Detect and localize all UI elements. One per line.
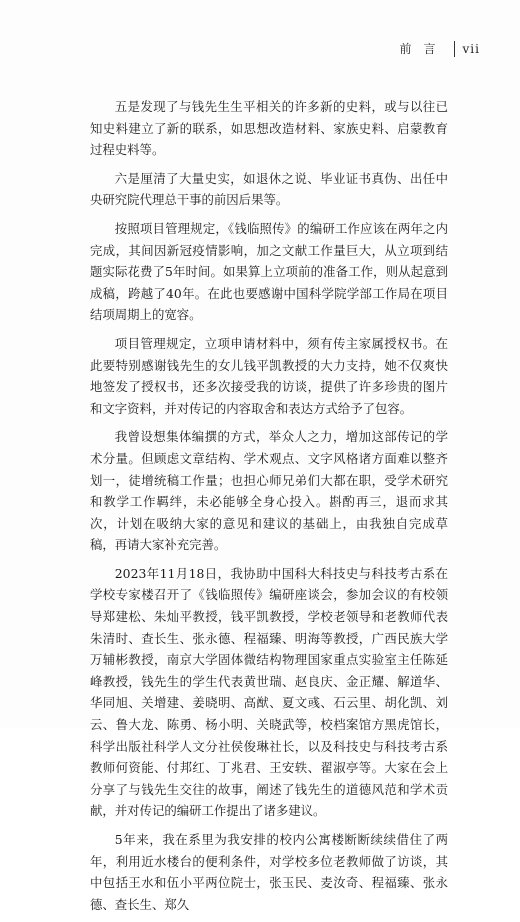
paragraph: 5年来，我在系里为我安排的校内公寓楼断断续续借住了两年，利用近水楼台的便利条件，对学校多位老教师做了访谈，其中包括王水和伍小平两位院士，张玉民、麦汝奇、程福臻、张永德、查长生、郑久: [90, 832, 448, 912]
paragraph: 六是厘清了大量史实，如退休之说、毕业证书真伪、出任中央研究院代理总干事的前因后果等。: [90, 170, 448, 208]
paragraph: 我曾设想集体编撰的方式，举众人之力，增加这部传记的学术分量。但顾虑文章结构、学术观点、文字风格诸方面难以整齐划一，徒增统稿工作量；也担心师兄弟们大都在职，受学术研究和教学工作羁绊，未必能够全身心投入。斟酌再三，退而求其次，计划在吸纳大家的意见和建议的基础上，由我独自完成草稿，再请大家补充完善。: [90, 429, 448, 553]
running-head: [400, 40, 480, 57]
paragraph: 2023年11月18日，我协助中国科大科技史与科技考古系在学校专家楼召开了《钱临照传》编研座谈会，参加会议的有校领导郑建松、朱灿平教授，钱平凯教授，学校老领导和老教师代表朱清时、查长生、张永德、程福臻、明海等教授，广西民族大学万辅彬教授，南京大学固体微结构物理国家重点实验室主任陈延峰教授，钱先生的学生代表黄世瑞、赵良庆、金正耀、解道华、华同旭、关增建、姜晓明、高猷、夏文彧、石云里、胡化凯、刘云、鲁大龙、陈勇、杨小明、关晓武等，校档案馆方黑虎馆长，科学出版社科学人文分社侯俊琳社长，以及科技史与科技考古系教师何资能、付邦红、丁兆君、王安轶、翟淑亭等。大家在会上分享了与钱先生交往的故事，阐述了钱先生的道德风范和学术贡献，并对传记的编研工作提出了诸多建议。: [90, 565, 448, 819]
page-number: vii: [462, 41, 480, 56]
paragraph: 按照项目管理规定，《钱临照传》的编研工作应该在两年之内完成，其间因新冠疫情影响，加之文献工作量巨大，从立项到结题实际花费了5年时间。如果算上立项前的准备工作，则从起意到成稿，跨越了40年。在此也要感谢中国科学院学部工作局在项目结项周期上的宽容。: [90, 220, 448, 323]
paragraph: 项目管理规定，立项申请材料中，须有传主家属授权书。在此要特别感谢钱先生的女儿钱平凯教授的大力支持，她不仅爽快地签发了授权书，还多次接受我的访谈，提供了许多珍贵的图片和文字资料，并对传记的内容取舍和表达方式给予了包容。: [90, 335, 448, 416]
body-text: [90, 96, 448, 922]
running-head-title: 前言: [399, 42, 448, 56]
running-head-divider: [454, 41, 455, 57]
paragraph: 五是发现了与钱先生生平相关的许多新的史料，或与以往已知史料建立了新的联系，如思想改造材料、家族史料、启蒙教育过程史料等。: [90, 99, 448, 158]
